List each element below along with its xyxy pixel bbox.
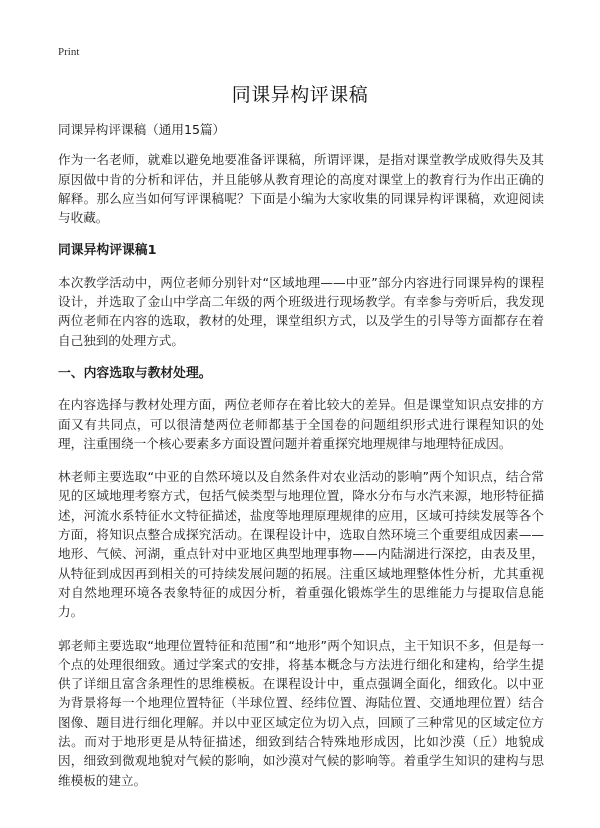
paragraph-content-selection: 在内容选择与教材处理方面，两位老师存在着比较大的差异。但是课堂知识点安排的方面又有共同点，可以很清楚两位老师都基于全国卷的问题组织形式进行课程知识的处理，注重围绕一个核心要素多方面设置问题并着重探究地理规律与地理特征成因。 [58,397,544,451]
paragraph-teacher-guo: 郭老师主要选取“地理位置特征和范围”和“地形”两个知识点，主干知识不多，但是每一个点的处理很细致。通过学案式的安排，将基本概念与方法进行细化和建构，给学生提供了详细且富含条理性的思维模板。在课程设计中，重点强调全面化，细致化。以中亚为背景将每一个地理位置特征（半球位置、经纬位置、海陆位置、交通地理位置）结合图像、题目进行细化理解。并以中亚区域定位为切入点，回顾了三种常见的区域定位方法。而对于地形更是从特征描述，细致到结合特殊地形成因，比如沙漠（丘）地貌成因，细致到微观地貌对气候的影响，如沙漠对气候的影响等。着重学生知识的建构与思维模板的建立。 [58,637,544,788]
section1-paragraph: 本次教学活动中，两位老师分别针对“区域地理——中亚”部分内容进行同课异构的课程设计，并选取了金山中学高二年级的两个班级进行现场教学。有幸参与旁听后，我发现两位老师在内容的选取，教材的处理，课堂组织方式，以及学生的引导等方面都存在着自己独到的处理方式。 [58,274,544,348]
document-subtitle: 同课异构评课稿（通用15篇） [58,122,226,137]
section-heading: 同课异构评课稿1 [58,243,157,259]
document-title: 同课异构评课稿 [231,84,369,106]
intro-paragraph: 作为一名老师，就难以避免地要准备评课稿，所谓评课，是指对课堂教学成败得失及其原因做中肯的分析和评估，并且能够从教育理论的高度对课堂上的教育行为作出正确的解释。那么应当如何写评课稿呢？下面是小编为大家收集的同课异构评课稿，欢迎阅读与收藏。 [58,152,544,226]
print-label: Print [58,46,80,58]
document-body [58,120,544,804]
subsection-heading: 一、内容选取与教材处理。 [58,365,212,381]
paragraph-teacher-lin: 林老师主要选取“中亚的自然环境以及自然条件对农业活动的影响”两个知识点，结合常见的区域地理考察方式，包括气候类型与地理位置，降水分布与水汽来源，地形特征描述，河流水系特征水文特征描述，盐度等地理原理规律的应用，区域可持续发展等各个方面，将知识点整合成探究活动。在课程设计中，选取自然环境三个重要组成因素——地形、气候、河湖，重点针对中亚地区典型地理事物——内陆湖进行深挖，由表及里，从特征到成因再到相关的可持续发展问题的拓展。注重区域地理整体性分析，尤其重视对自然地理环境各表象特征的成因分析，着重强化锻炼学生的思维能力与提取信息能力。 [58,469,544,620]
